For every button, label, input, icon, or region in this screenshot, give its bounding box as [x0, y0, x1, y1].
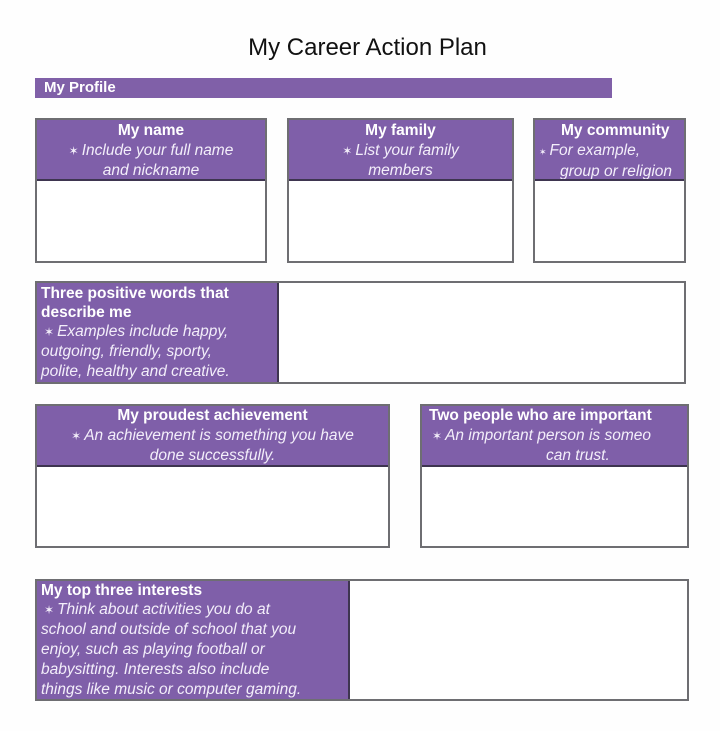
positive-words-hint: ✶ Examples include happy,: [44, 323, 229, 340]
top-interests-label: My top three interests ✶ Think about activities you do at school and outside of school that you enjoy, such as playing football or babysitting. Interests also include things like music or computer gaming.: [37, 581, 350, 699]
important-people-hint: ✶ An important person is someo: [432, 427, 651, 444]
star-bullet-icon: ✶: [432, 429, 443, 443]
proudest-achievement-hint: ✶ An achievement is something you have: [71, 427, 354, 444]
top-interests-title: My top three interests: [41, 582, 203, 599]
my-community-header: My community ✶ For example, group or religion: [535, 120, 684, 181]
important-people-header: Two people who are important ✶ An important person is someo can trust.: [422, 406, 687, 467]
my-community-input-area[interactable]: [535, 181, 684, 261]
star-bullet-icon: ✶: [44, 325, 55, 339]
positive-words-input-area[interactable]: [279, 283, 684, 382]
star-bullet-icon: ✶: [539, 147, 547, 157]
star-bullet-icon: ✶: [68, 144, 79, 158]
my-name-box: [35, 118, 267, 263]
my-community-title: My community: [561, 122, 670, 139]
section-header-my-profile: My Profile: [35, 78, 612, 98]
my-family-input-area[interactable]: [289, 181, 512, 261]
proudest-achievement-header: My proudest achievement ✶ An achievement is something you have done successfully.: [37, 406, 388, 467]
important-people-title: Two people who are important: [429, 407, 652, 424]
my-community-box: [533, 118, 686, 263]
proudest-achievement-box: [35, 404, 390, 548]
top-interests-input-area[interactable]: [350, 581, 687, 699]
my-family-title: My family: [365, 122, 436, 139]
my-family-box: [287, 118, 514, 263]
page-title: My Career Action Plan: [248, 34, 487, 61]
proudest-achievement-input-area[interactable]: [37, 467, 388, 546]
star-bullet-icon: ✶: [342, 144, 353, 158]
important-people-input-area[interactable]: [422, 467, 687, 546]
positive-words-title: Three positive words that: [41, 285, 229, 302]
my-name-title: My name: [117, 122, 185, 139]
positive-words-box: [35, 281, 686, 384]
top-interests-hint: ✶ Think about activities you do at: [44, 601, 270, 618]
my-name-input-area[interactable]: [37, 181, 265, 261]
my-name-header: My name ✶ Include your full name and nickname: [37, 120, 265, 181]
important-people-box: [420, 404, 689, 548]
my-name-hint: ✶ Include your full name: [68, 142, 234, 159]
proudest-achievement-title: My proudest achievement: [117, 407, 308, 424]
my-community-hint: ✶ For example,: [539, 142, 640, 159]
my-family-header: My family ✶ List your family members: [289, 120, 512, 181]
positive-words-label: Three positive words that describe me ✶ Examples include happy, outgoing, friendly, sporty, polite, healthy and creative.: [37, 283, 279, 382]
my-family-hint: ✶ List your family: [342, 142, 459, 159]
star-bullet-icon: ✶: [71, 429, 82, 443]
star-bullet-icon: ✶: [44, 603, 55, 617]
top-interests-box: [35, 579, 689, 701]
